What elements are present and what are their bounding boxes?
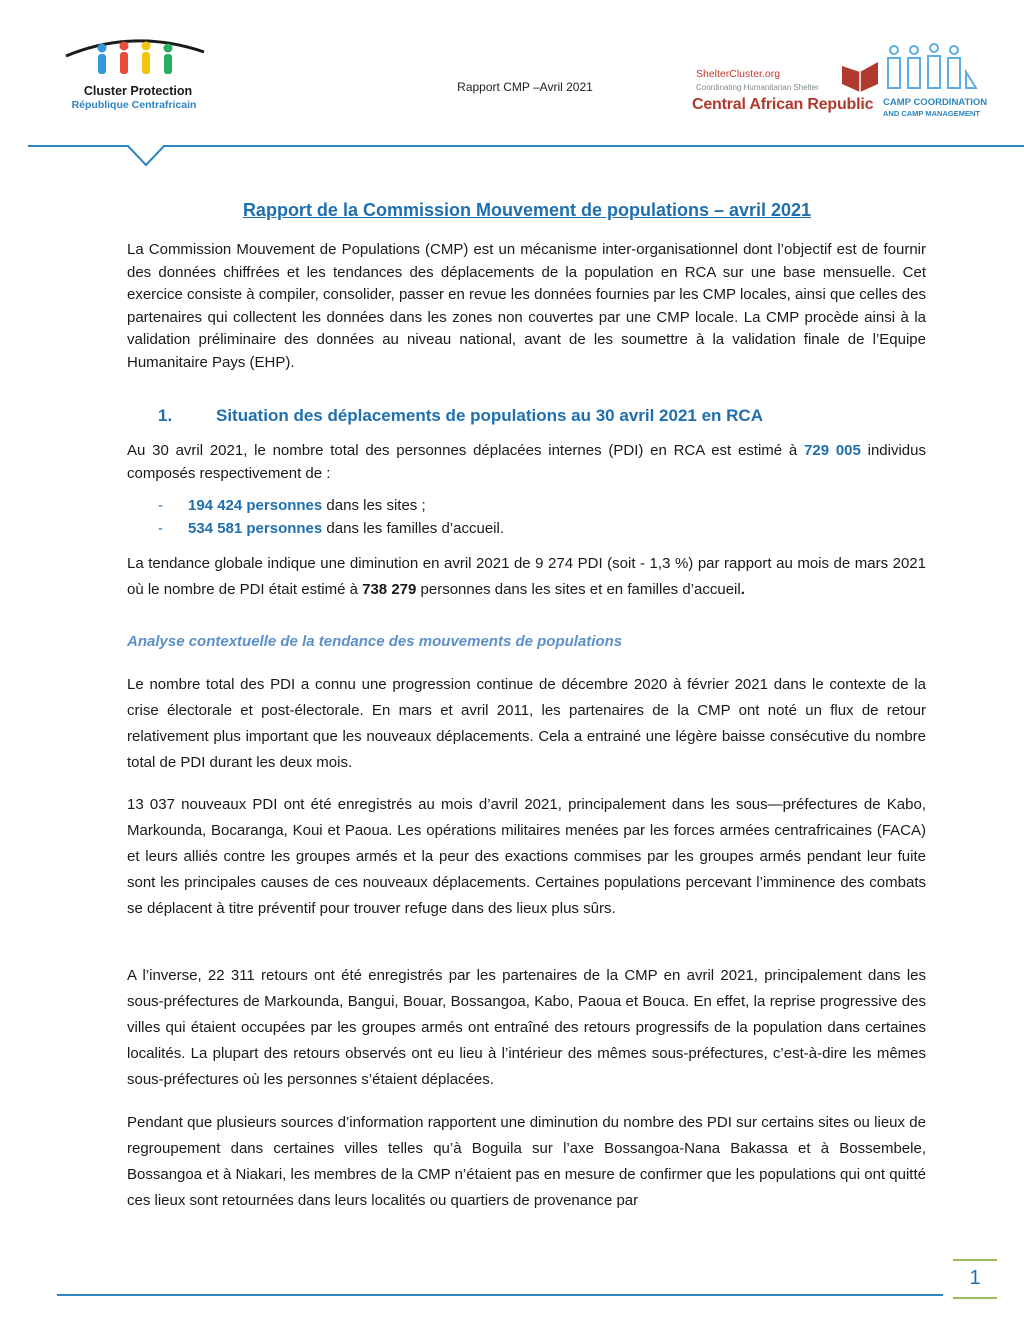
analysis-subheading: Analyse contextuelle de la tendance des mouvements de populations: [127, 633, 623, 650]
cluster-protection-logo: [58, 34, 210, 116]
march-total-value: 738 279: [362, 581, 417, 598]
p2-text-a: La tendance globale indique une diminution en avril 2021 de 9 274 PDI (soit - 1,3 %) par rapport au mois de mars 2021 où le nombre de PDI était estimé à: [127, 555, 926, 598]
p2-text-b: personnes dans les sites et en familles d’accueil: [416, 581, 741, 598]
cluster-protection-figures-icon: [58, 34, 210, 84]
logo-left-line2: République Centrafricain: [71, 99, 197, 111]
sites-text: dans les sites ;: [322, 497, 426, 514]
section-1-paragraph-1: [127, 440, 926, 485]
section-1-title: Situation des déplacements de populations au 30 avril 2021 en RCA: [216, 406, 763, 425]
analysis-paragraph-2: 13 037 nouveaux PDI ont été enregistrés au mois d’avril 2021, principalement dans les sous—préfectures de Kabo, Markounda, Bocaranga, Koui et Paoua. Les opérations militaires menées par les forces armées centrafricaines (FACA) et leurs alliés contre les groupes armés et la peur des exactions commises par les groupes armés pendant leur fuite sont les principales causes de ces nouveaux déplacements. Certaines populations percevant l’imminence des combats se déplacent à titre préventif pour trouver refuge dans des lieux plus sûrs.: [127, 796, 926, 917]
shelter-book-icon: [840, 58, 880, 92]
list-item: [158, 518, 504, 541]
shelter-cluster-country: Central African Republic: [692, 96, 874, 113]
logo-left-line1: Cluster Protection: [83, 84, 193, 98]
analysis-paragraph-4: Pendant que plusieurs sources d’information rapportent une diminution du nombre des PDI sur certains sites ou lieux de regroupement dans certaines villes telles qu’à Boguila sur l’axe Bossangoa-Nana Bakassa et à Bossembele, Bossangoa et à Niakari, les membres de la CMP n’étaient pas en mesure de confirmer que les populations qui ont quitté ces lieux sont retournées dans leurs localités ou quartiers de provenance par: [127, 1114, 926, 1209]
p1-text-a: Au 30 avril 2021, le nombre total des personnes déplacées internes (PDI) en RCA est estimé à: [127, 442, 805, 459]
p2-end: .: [740, 581, 745, 598]
report-header-label: Rapport CMP –Avril 2021: [457, 80, 593, 94]
host-families-value: 534 581 personnes: [188, 519, 323, 537]
shelter-cluster-tagline: Coordinating Humanitarian Shelter: [696, 83, 819, 92]
bullet-dash: -: [158, 497, 163, 514]
section-1-paragraph-2: [127, 551, 926, 603]
document-title: Rapport de la Commission Mouvement de populations – avril 2021: [242, 200, 812, 220]
shelter-cccm-logo: [690, 42, 990, 122]
cccm-people-icon: [882, 42, 982, 94]
host-families-text: dans les familles d’accueil.: [322, 519, 505, 537]
analysis-paragraph-1: Le nombre total des PDI a connu une progression continue de décembre 2020 à février 2021 dans le contexte de la crise électorale et post-électorale. En mars et avril 2011, les partenaires de la CMP ont noté un flux de retour relativement plus important que les nouveaux déplacements. Cela a entrainé une légère baisse consécutive du nombre total de PDI durant les deux mois.: [127, 676, 926, 771]
cccm-text-line1: CAMP COORDINATION: [883, 97, 988, 108]
header-divider: [28, 143, 1024, 169]
intro-paragraph: La Commission Mouvement de Populations (CMP) est un mécanisme inter-organisationnel dont l’objectif est de fournir des données chiffrées et les tendances des déplacements de la population en RCA sur une base mensuelle. Cet exercice consiste à compiler, consolider, passer en revue les données fournies par les CMP locales, ainsi que celles des partenaires qui collectent les données dans les zones non couvertes par une CMP locale. La CMP procède ainsi à la validation préliminaire des données au niveau national, avant de les soumettre à la validation finale de l’Equipe Humanitaire Pays (EHP).: [127, 241, 926, 371]
analysis-paragraph-3: A l’inverse, 22 311 retours ont été enregistrés par les partenaires de la CMP en avril 2021, principalement dans les sous-préfectures de Markounda, Bangui, Bouar, Bossangoa, Kabo, Paoua et Bouca. En effet, la reprise progressive des villes qui étaient occupées par les groupes armés ont entraîné des retours progressifs de la population dans certaines localités. La plupart des retours observés ont eu lieu à l’intérieur des mêmes sous-préfectures, c’est-à-dire les mêmes sous-préfectures où les personnes s’étaient déplacées.: [127, 967, 926, 1088]
total-pdi-value: 729 005: [804, 442, 861, 459]
page-number-box: [953, 1259, 997, 1299]
list-item: [158, 495, 504, 518]
pdi-breakdown-list: [158, 495, 504, 540]
section-1-number: 1.: [158, 406, 173, 425]
p1-text-b: individus composés respectivement de :: [127, 442, 926, 482]
bullet-dash: -: [158, 519, 163, 537]
sites-value: 194 424 personnes: [188, 497, 323, 514]
page-number: 1: [969, 1267, 981, 1289]
cccm-text-line2: AND CAMP MANAGEMENT: [883, 109, 980, 118]
section-1-heading: [158, 406, 763, 426]
shelter-cluster-site: ShelterCluster.org: [696, 68, 781, 80]
footer-divider: [57, 1294, 943, 1296]
